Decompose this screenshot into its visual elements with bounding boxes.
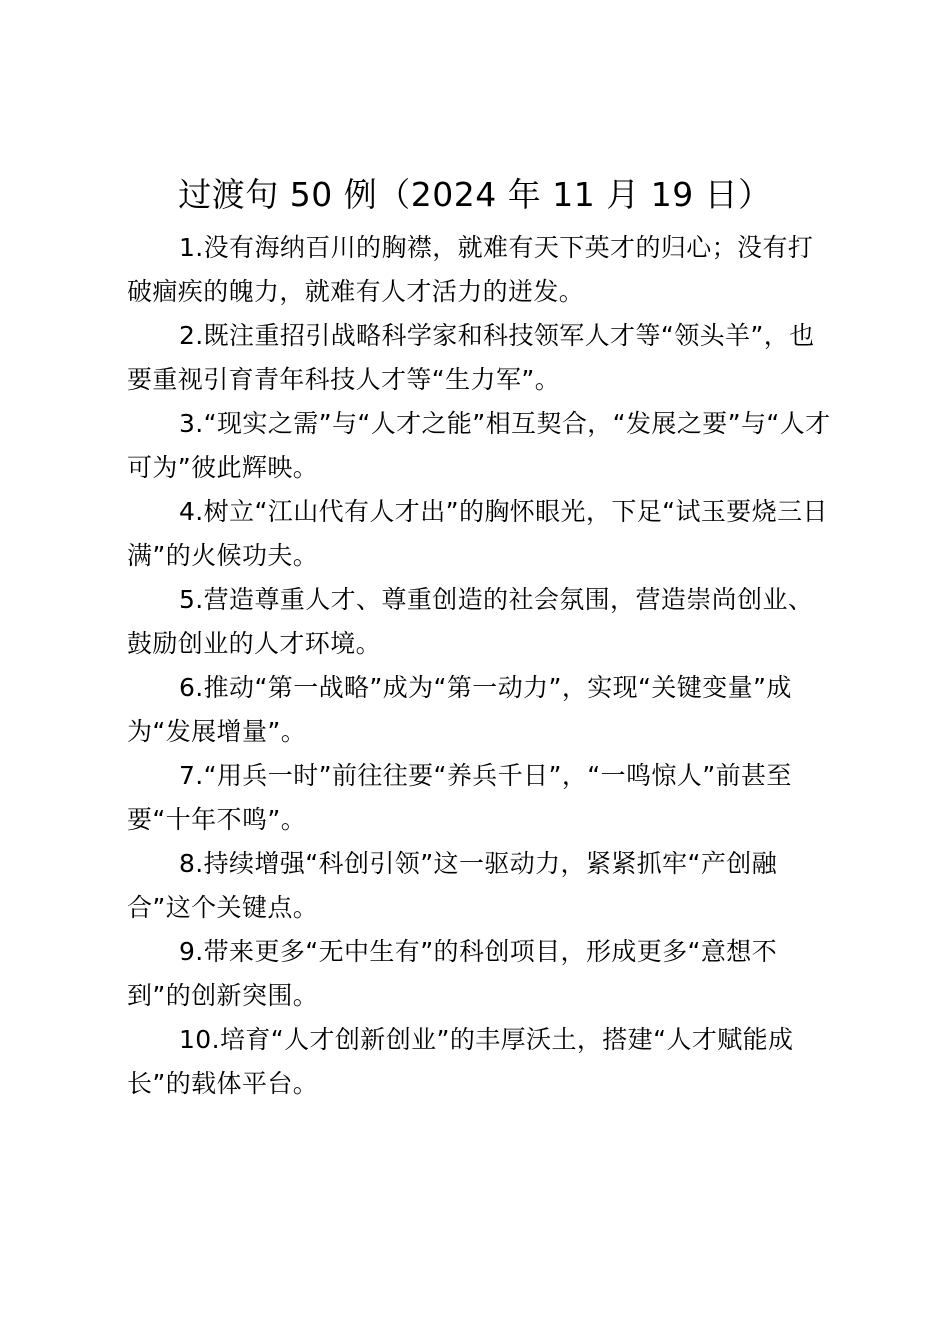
- paragraph-1: 1.没有海纳百川的胸襟，就难有天下英才的归心；没有打破痼疾的魄力，就难有人才活力的迸发。: [127, 233, 814, 306]
- paragraph-6: 6.推动“第一战略”成为“第一动力”，实现“关键变量”成为“发展增量”。: [127, 673, 792, 746]
- paragraph-7: 7.“用兵一时”前往往要“养兵千日”，“一鸣惊人”前甚至要“十年不鸣”。: [127, 761, 792, 834]
- paragraph-5: 5.营造尊重人才、尊重创造的社会氛围，营造崇尚创业、鼓励创业的人才环境。: [127, 585, 814, 658]
- paragraph-4: 4.树立“江山代有人才出”的胸怀眼光，下足“试玉要烧三日满”的火候功夫。: [127, 497, 828, 570]
- document-title: 过渡句 50 例（2024 年 11 月 19 日）: [178, 175, 772, 214]
- document-body: [127, 226, 833, 1106]
- paragraph-3: 3.“现实之需”与“人才之能”相互契合，“发展之要”与“人才可为”彼此辉映。: [127, 409, 831, 482]
- paragraph-2: 2.既注重招引战略科学家和科技领军人才等“领头羊”，也要重视引育青年科技人才等“生力军”。: [127, 321, 815, 394]
- paragraph-8: 8.持续增强“科创引领”这一驱动力，紧紧抓牢“产创融合”这个关键点。: [127, 849, 778, 922]
- paragraph-10: 10.培育“人才创新创业”的丰厚沃土，搭建“人才赋能成长”的载体平台。: [127, 1025, 794, 1098]
- paragraph-9: 9.带来更多“无中生有”的科创项目，形成更多“意想不到”的创新突围。: [127, 937, 778, 1010]
